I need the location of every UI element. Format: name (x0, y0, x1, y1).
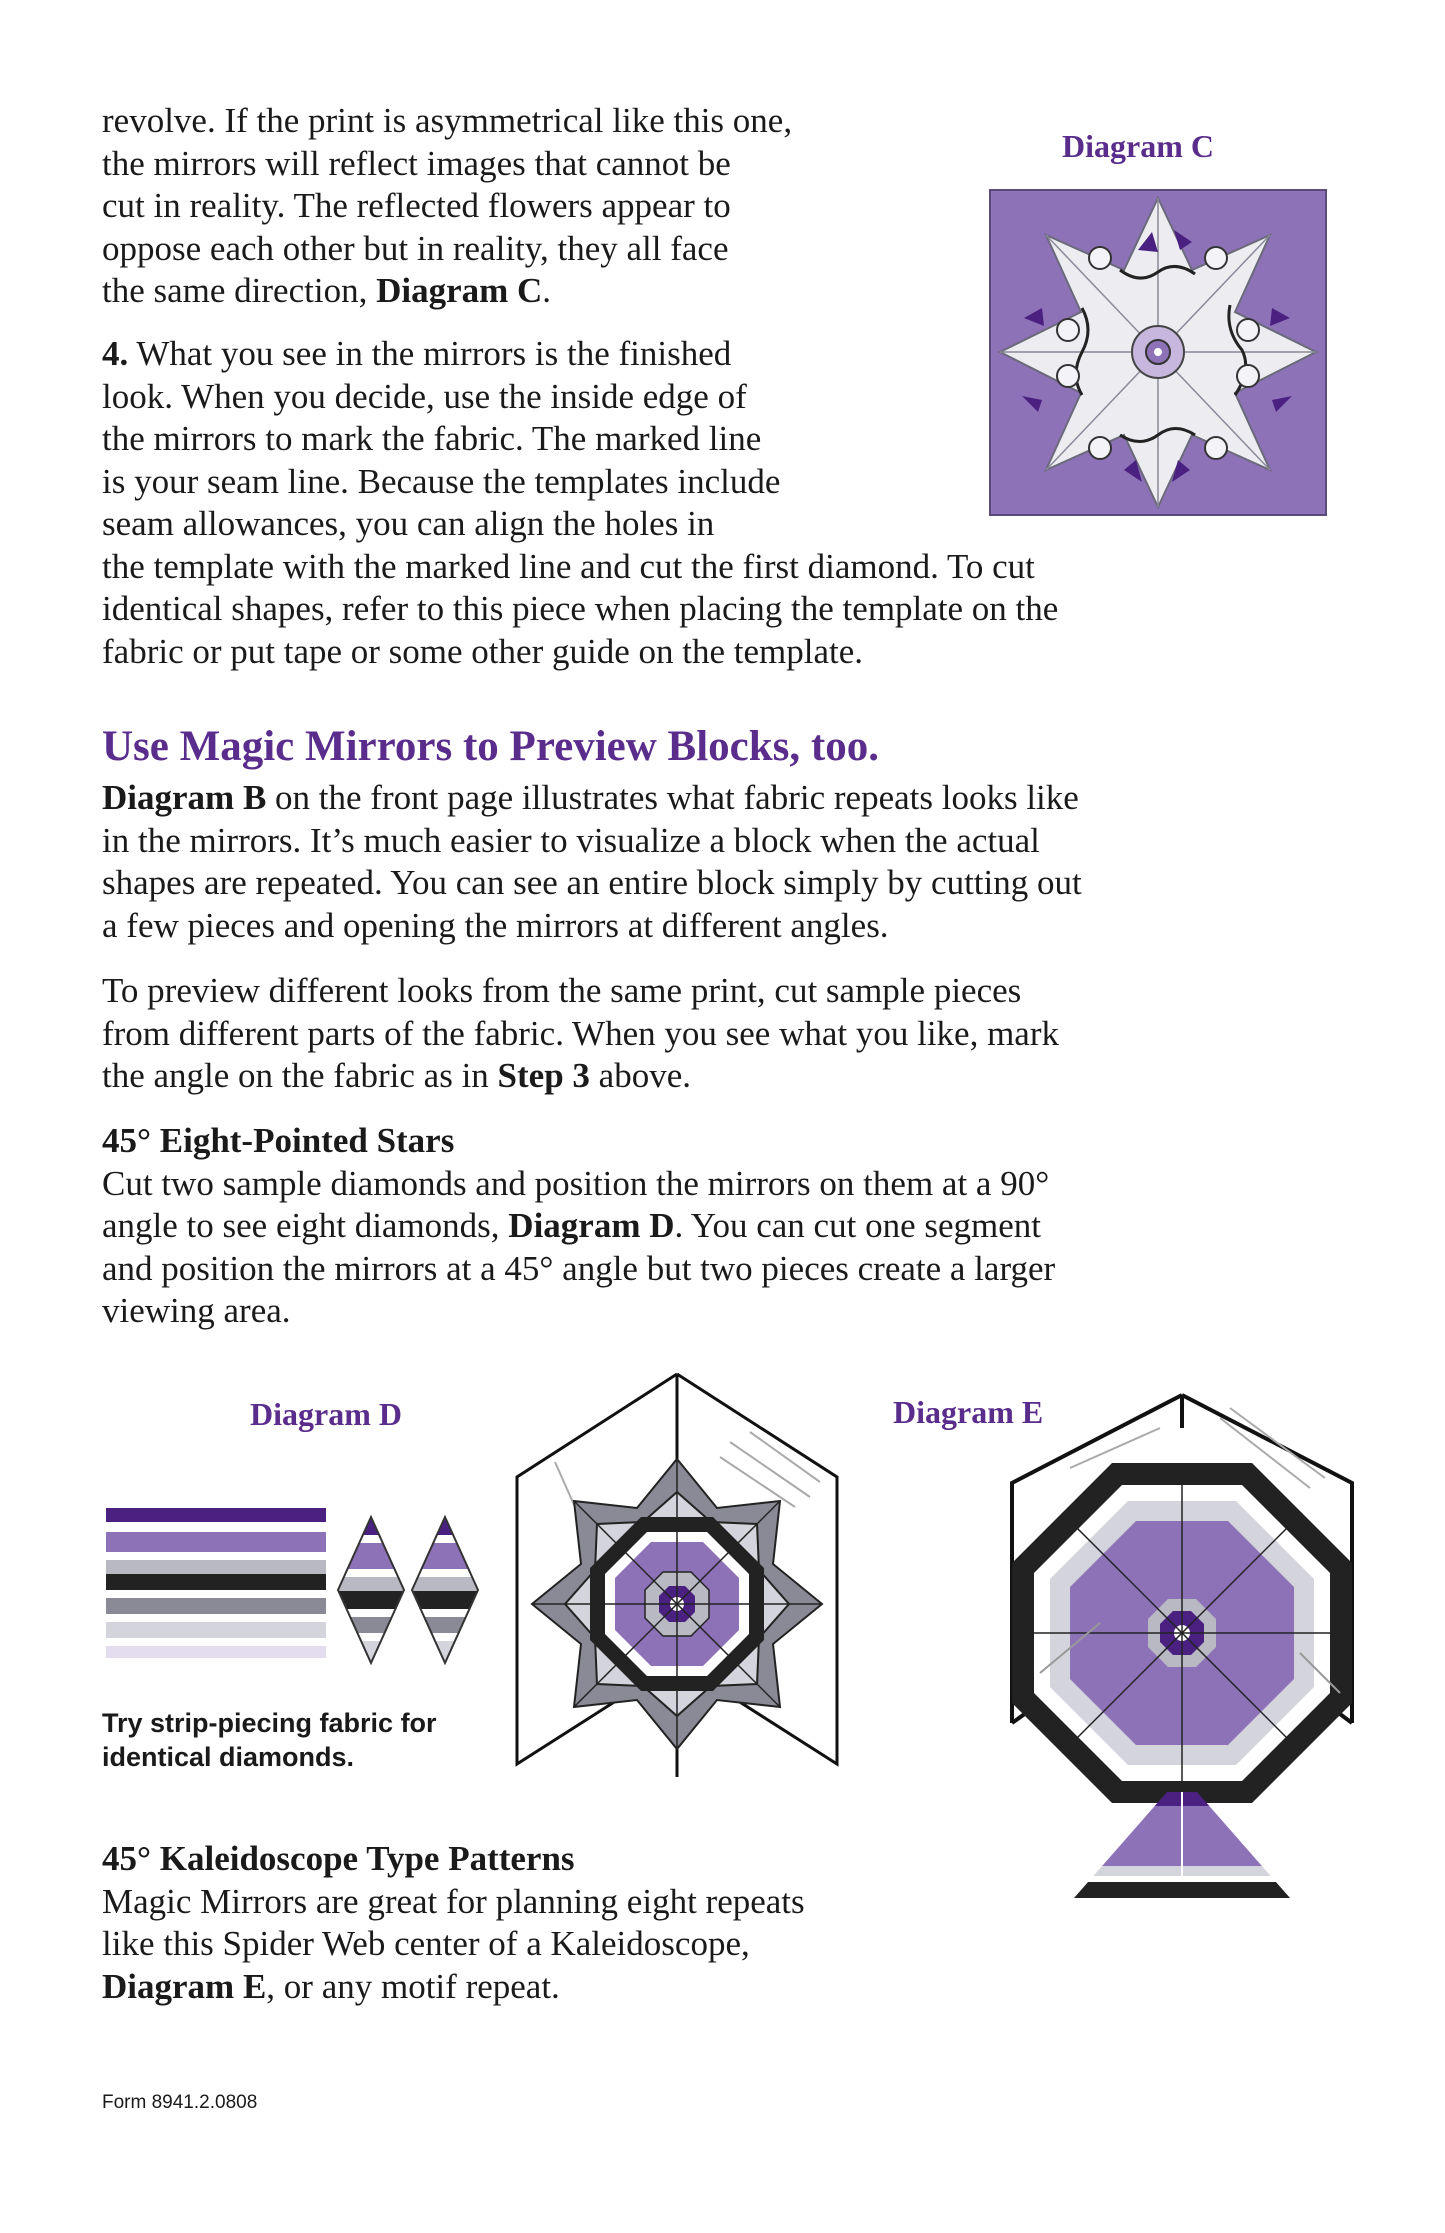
text-line: cut in reality. The reflected flowers appear to (102, 186, 731, 225)
text-line: look. When you decide, use the inside edge of (102, 376, 747, 416)
text-line: Cut two sample diamonds and position the mirrors on them at a 90° (102, 1163, 1050, 1203)
text-line: is your seam line. Because the templates include (102, 461, 781, 501)
caption-line: Try strip-piecing fabric for (102, 1708, 437, 1738)
kaleidoscope-wedge-piece (1072, 1790, 1292, 1900)
text-line: Diagram E, or any motif repeat. (102, 1966, 560, 2006)
diagram-e-ref: Diagram E (102, 1966, 267, 2006)
text-line: the same direction, Diagram C. (102, 271, 552, 310)
text-line: 4. What you see in the mirrors is the finished (102, 334, 732, 373)
text-line: Diagram B on the front page illustrates what fabric repeats looks like (102, 778, 1079, 817)
diagram-d-ref: Diagram D (508, 1206, 675, 1245)
section-paragraph-1 (102, 777, 1392, 947)
diagram-d-label: Diagram D (250, 1396, 402, 1432)
text-line: identical shapes, refer to this piece when placing the template on the (102, 589, 1059, 628)
text-line: the mirrors will reflect images that cannot be (102, 143, 731, 183)
text-line: the template with the marked line and cut the first diamond. To cut (102, 546, 1035, 586)
kaleidoscope-section (102, 1838, 1022, 2008)
diagram-e-label: Diagram E (893, 1394, 1044, 1430)
eight-pointed-star-mirror-view (515, 1372, 840, 1777)
intro-paragraph (102, 100, 982, 313)
strip-piecing-caption (102, 1706, 437, 1774)
diagram-c-label: Diagram C (1062, 128, 1214, 164)
text-line: Magic Mirrors are great for planning eight repeats (102, 1881, 805, 1921)
diagram-c-ref: Diagram C (376, 271, 543, 310)
stars-section (102, 1120, 1392, 1333)
sample-diamond (336, 1515, 406, 1665)
text-line: the angle on the fabric as in Step 3 above. (102, 1056, 691, 1095)
text-line: oppose each other but in reality, they all face (102, 228, 729, 268)
text-line: angle to see eight diamonds, Diagram D. You can cut one segment (102, 1206, 1041, 1245)
text-line: To preview different looks from the same print, cut sample pieces (102, 971, 1022, 1010)
section-paragraph-2 (102, 970, 1392, 1098)
diagram-c-illustration (990, 190, 1326, 515)
form-number: Form 8941.2.0808 (102, 2092, 258, 2113)
text-line: a few pieces and opening the mirrors at different angles. (102, 905, 889, 945)
text-line: viewing area. (102, 1291, 291, 1330)
text-line: shapes are repeated. You can see an entire block simply by cutting out (102, 863, 1082, 902)
text-line: revolve. If the print is asymmetrical like this one, (102, 101, 793, 140)
section-heading: Use Magic Mirrors to Preview Blocks, too. (102, 723, 879, 770)
text-line: like this Spider Web center of a Kaleidoscope, (102, 1924, 750, 1963)
text-line: and position the mirrors at a 45° angle but two pieces create a larger (102, 1248, 1056, 1288)
step-3-ref: Step 3 (497, 1056, 590, 1095)
diagram-b-ref: Diagram B (102, 778, 267, 817)
text-line: in the mirrors. It’s much easier to visualize a block when the actual (102, 820, 1040, 860)
strip-pieced-fabric (106, 1508, 326, 1658)
stars-heading: 45° Eight-Pointed Stars (102, 1121, 455, 1160)
sample-diamond (410, 1515, 480, 1665)
caption-line: identical diamonds. (102, 1742, 355, 1772)
text-line: the mirrors to mark the fabric. The marked line (102, 419, 762, 458)
kaleidoscope-heading: 45° Kaleidoscope Type Patterns (102, 1839, 575, 1878)
text-line: fabric or put tape or some other guide on the template. (102, 631, 863, 671)
text-line: seam allowances, you can align the holes in (102, 504, 715, 543)
spider-web-mirror-view (1010, 1393, 1355, 1748)
text-line: from different parts of the fabric. When you see what you like, mark (102, 1013, 1059, 1053)
step-number: 4. (102, 334, 129, 373)
